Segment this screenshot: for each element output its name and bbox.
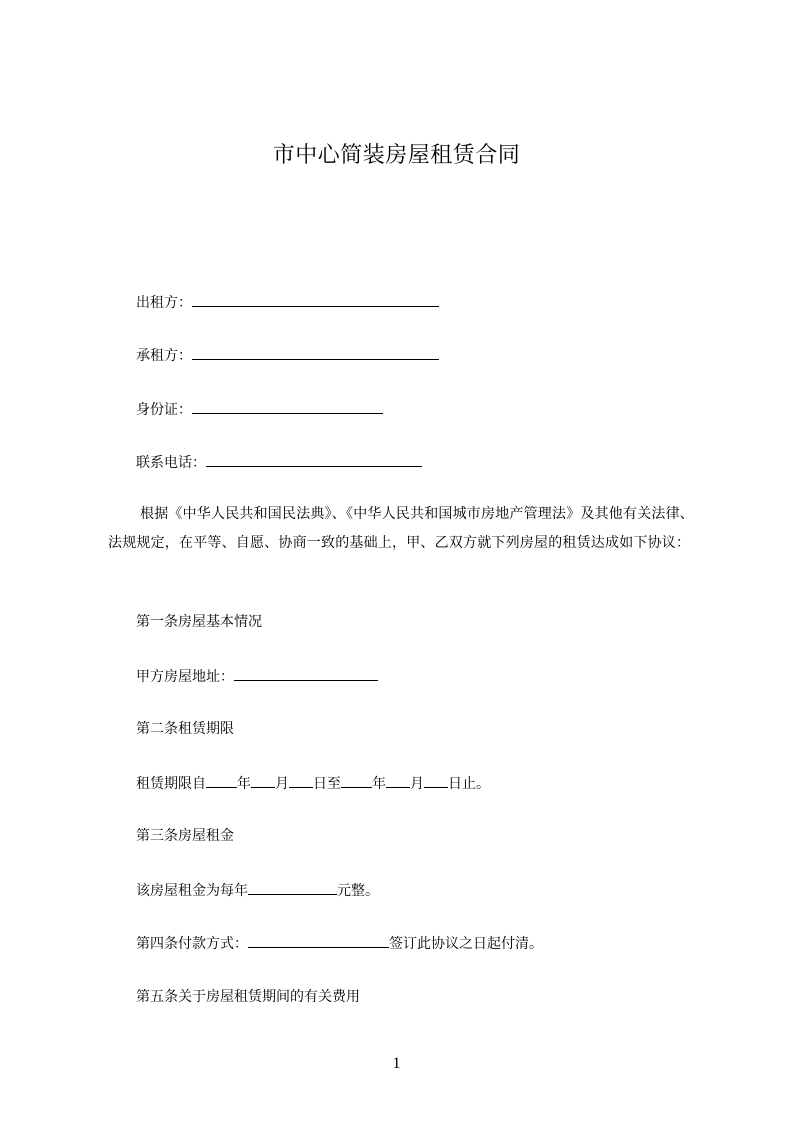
end-day-blank[interactable] [424,773,448,788]
lessee-blank[interactable] [192,345,439,360]
article2-heading: 第二条租赁期限 [136,721,234,737]
page-number: 1 [392,1055,401,1072]
lessee-line [136,345,439,366]
phone-blank[interactable] [206,452,422,467]
phone-line [136,452,422,473]
month-label: 月 [275,776,289,792]
document-title: 市中心简装房屋租赁合同 [272,143,521,168]
lessor-blank[interactable] [192,292,439,307]
lease-term-line [136,773,490,794]
start-day-blank[interactable] [289,773,313,788]
article5-heading: 第五条关于房屋租赁期间的有关费用 [136,989,360,1005]
intro-paragraph [108,500,703,558]
payment-line [136,933,543,954]
payment-prefix: 第四条付款方式： [136,936,248,952]
address-label: 甲方房屋地址： [136,669,234,685]
intro-text: 根据《中华人民共和国民法典》、《中华人民共和国城市房地产管理法》及其他有关法律、法规规定，在平等、自愿、协商一致的基础上，甲、乙双方就下列房屋的租赁达成如下协议： [108,506,694,551]
lessor-label: 出租方： [136,295,192,311]
payment-method-blank[interactable] [248,933,389,948]
lease-term-prefix: 租赁期限自 [136,776,206,792]
id-label: 身份证： [136,402,192,418]
lessor-line [136,292,439,313]
rent-prefix: 该房屋租金为每年 [136,883,248,899]
article1-heading: 第一条房屋基本情况 [136,614,262,630]
end-month-blank[interactable] [386,773,410,788]
rent-amount-blank[interactable] [248,880,337,895]
rent-suffix: 元整。 [337,883,379,899]
end-year-blank[interactable] [341,773,372,788]
end-label: 日止。 [448,776,490,792]
year2-label: 年 [372,776,386,792]
lessee-label: 承租方： [136,348,192,364]
start-month-blank[interactable] [251,773,275,788]
address-blank[interactable] [234,666,378,681]
article3-heading: 第三条房屋租金 [136,828,234,844]
payment-suffix: 签订此协议之日起付清。 [389,936,543,952]
phone-label: 联系电话： [136,455,206,471]
id-blank[interactable] [192,399,383,414]
day-to-label: 日至 [313,776,341,792]
id-line [136,399,383,420]
month2-label: 月 [410,776,424,792]
rent-line [136,880,379,901]
address-line [136,666,378,687]
year-label: 年 [237,776,251,792]
start-year-blank[interactable] [206,773,237,788]
